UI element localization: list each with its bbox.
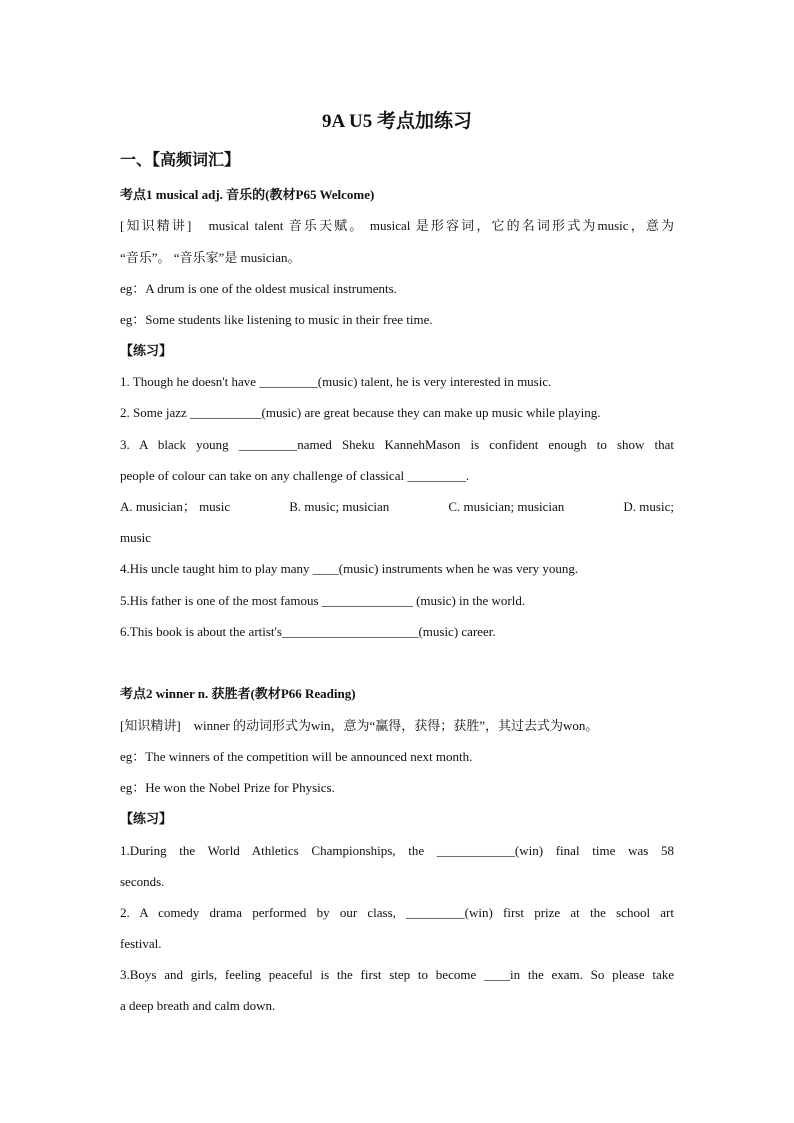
kp2-question-1-line2: seconds. (120, 874, 165, 889)
kp1-example-1: eg：A drum is one of the oldest musical instruments. (120, 281, 397, 296)
kp2-example-1: eg：The winners of the competition will be announced next month. (120, 749, 473, 764)
option-d: D. music; (623, 499, 674, 514)
kp2-question-2-line2: festival. (120, 936, 162, 951)
kp1-question-5: 5.His father is one of the most famous ______________ (music) in the world. (120, 593, 526, 608)
option-d-continued: music (120, 530, 152, 545)
kp2-question-3-line2: a deep breath and calm down. (120, 998, 276, 1013)
kp2-explanation: [知识精讲] winner 的动词形式为win，意为“赢得，获得；获胜”，其过去式为won。 (120, 718, 599, 733)
kp2-heading: 考点2 winner n. 获胜者(教材P66 Reading) (120, 686, 356, 701)
kp1-question-3-options (120, 497, 674, 517)
kp1-question-3-line1: 3. A black young _________named Sheku KannehMason is confident enough to show that (120, 437, 674, 452)
kp2-practice-label: 【练习】 (120, 811, 173, 826)
page-title: 9A U5 考点加练习 (322, 111, 472, 132)
option-c: C. musician; musician (448, 499, 565, 514)
kp1-example-2: eg：Some students like listening to music in their free time. (120, 312, 433, 327)
kp2-example-2: eg：He won the Nobel Prize for Physics. (120, 780, 335, 795)
kp1-heading: 考点1 musical adj. 音乐的(教材P65 Welcome) (120, 187, 375, 202)
kp1-question-1: 1. Though he doesn't have _________(music) talent, he is very interested in music. (120, 374, 552, 389)
kp2-question-2-line1: 2. A comedy drama performed by our class, _________(win) first prize at the school art (120, 905, 674, 920)
section-heading: 一、【高频词汇】 (120, 152, 241, 169)
option-b: B. music; musician (289, 499, 390, 514)
kp1-question-4: 4.His uncle taught him to play many ____(music) instruments when he was very young. (120, 561, 579, 576)
kp1-explanation-line1: [知识精讲] musical talent 音乐天赋。 musical 是形容词，它的名词形式为music，意为 (120, 218, 674, 233)
kp2-question-3-line1: 3.Boys and girls, feeling peaceful is the first step to become ____in the exam. So please take (120, 967, 674, 982)
kp1-question-2: 2. Some jazz ___________(music) are great because they can make up music while playing. (120, 405, 601, 420)
kp1-explanation-line2: “音乐”。 “音乐家”是 musician。 (120, 250, 301, 265)
option-a: A. musician； music (120, 499, 231, 514)
kp1-practice-label: 【练习】 (120, 343, 173, 358)
kp2-question-1-line1: 1.During the World Athletics Championships, the ____________(win) final time was 58 (120, 843, 674, 858)
kp1-question-3-line2: people of colour can take on any challenge of classical _________. (120, 468, 470, 483)
kp1-question-6: 6.This book is about the artist's_____________________(music) career. (120, 624, 496, 639)
